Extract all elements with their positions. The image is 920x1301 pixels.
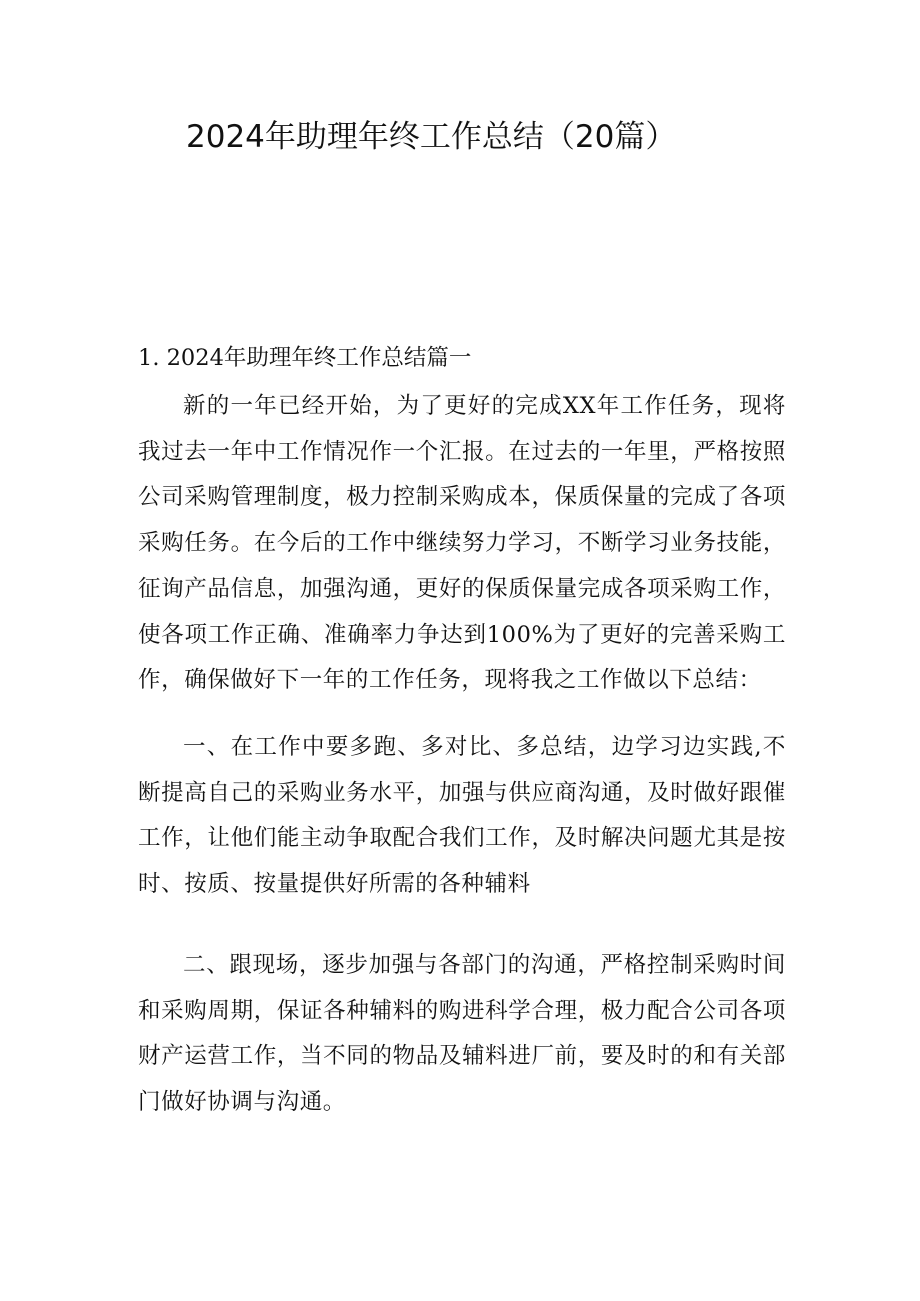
document-title: 2024年助理年终工作总结（20篇） [186, 119, 677, 155]
paragraph-point-two: 二、跟现场，逐步加强与各部门的沟通，严格控制采购时间和采购周期，保证各种辅料的购进科学合理，极力配合公司各项财产运营工作，当不同的物品及辅料进厂前，要及时的和有关部门做好协调与沟通。 [138, 952, 786, 1116]
paragraph-intro: 新的一年已经开始，为了更好的完成XX年工作任务，现将我过去一年中工作情况作一个汇报。在过去的一年里，严格按照公司采购管理制度，极力控制采购成本，保质保量的完成了各项采购任务。在今后的工作中继续努力学习，不断学习业务技能，征询产品信息，加强沟通，更好的保质保量完成各项采购工作，使各项工作正确、准确率力争达到100%为了更好的完善采购工作，确保做好下一年的工作任务，现将我之工作做以下总结： [138, 393, 786, 694]
section-heading: 1. 2024年助理年终工作总结篇一 [138, 345, 472, 371]
paragraph-point-one: 一、在工作中要多跑、多对比、多总结，边学习边实践,不断提高自己的采购业务水平，加强与供应商沟通，及时做好跟催工作，让他们能主动争取配合我们工作，及时解决问题尤其是按时、按质、按量提供好所需的各种辅料 [138, 734, 786, 898]
